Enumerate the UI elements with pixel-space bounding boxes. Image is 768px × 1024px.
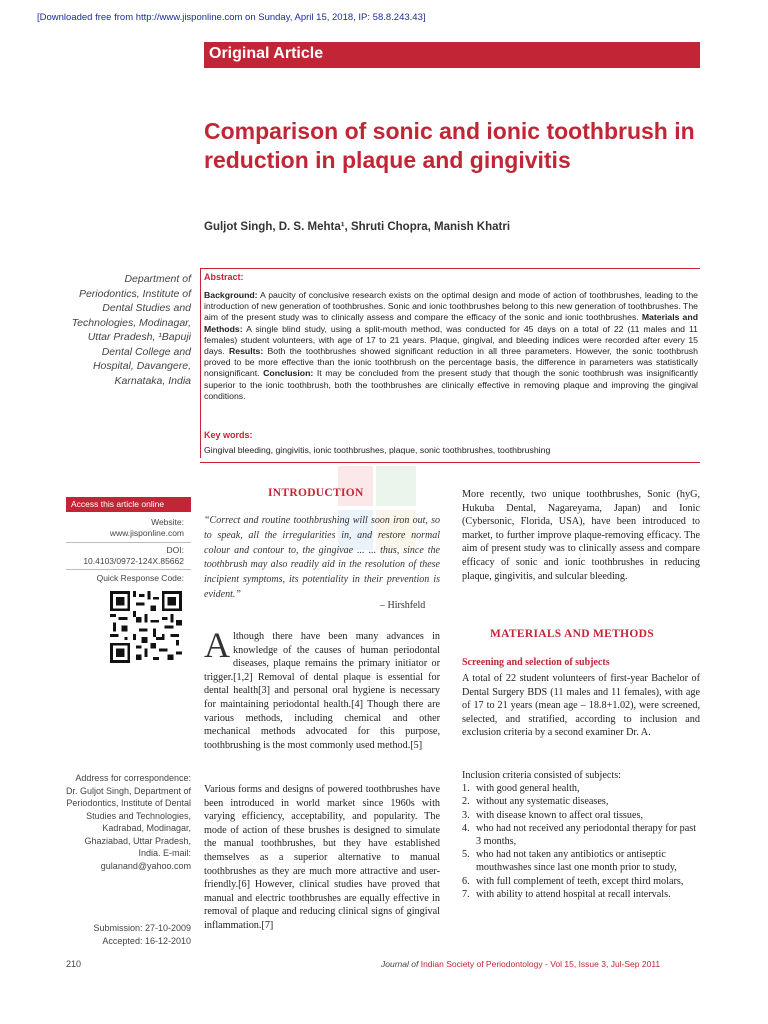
intro-paragraph-2: Various forms and designs of powered toothbrushes have been introduced in world market since 1960s with varying efficiency, acceptability, and popularity. The mode of action of these brushes is designed to simulate the manual toothbrushes, but they have established themselves as a superior alternative to manual toothbrushes as they are much more attractive and user-friendly.[6] However, clinical studies have proved that manual and electric toothbrushes are equally effective in removal of plaque and reducing clinical signs of gingival inflammation.[7] — [204, 784, 440, 931]
journal-prefix: Journal of — [381, 959, 419, 969]
quote-attribution: – Hirshfeld — [380, 600, 426, 611]
list-number: 5. — [462, 849, 470, 861]
abstract-body — [204, 290, 698, 402]
abstract-bottom-rule — [200, 462, 700, 463]
introduction-heading: INTRODUCTION — [268, 487, 364, 499]
methods-label: Materials and Methods: — [204, 312, 698, 334]
list-number: 3. — [462, 809, 470, 821]
methods-paragraph: A total of 22 student volunteers of first-year Bachelor of Dental Surgery BDS (11 males and 11 females), with age of 17 to 21 years (mean age – 18.8+1.02), were screened, selected, and stratified, according to inclusion and exclusion criteria by a second examiner Dr. A. — [462, 673, 700, 739]
journal-issue: - Vol 15, Issue 3, Jul-Sep 2011 — [545, 959, 661, 969]
methods-heading: MATERIALS AND METHODS — [490, 628, 654, 640]
correspondence: Address for correspondence: Dr. Guljot Singh, Department of Periodontics, Institute of Dental Studies and Technologies, Kadrabad, Modinagar, Ghaziabad, Uttar Pradesh, India. E-mail: gulanand@yahoo.com — [65, 773, 191, 871]
access-heading: Access this article online — [66, 497, 191, 512]
access-divider — [66, 569, 191, 570]
list-item — [462, 848, 700, 874]
website-block — [66, 517, 184, 539]
list-intro: Inclusion criteria consisted of subjects: — [462, 770, 621, 781]
list-number: 2. — [462, 796, 470, 808]
abstract-heading: Abstract: — [204, 272, 244, 282]
doi-block — [66, 545, 184, 567]
download-note: [Downloaded free from http://www.jisponline.com on Sunday, April 15, 2018, IP: 58.8.243.43] — [37, 12, 426, 23]
list-item — [462, 782, 700, 795]
list-text: with full complement of teeth, except third molars, — [476, 875, 684, 887]
results-label: Results: — [228, 346, 264, 357]
list-item — [462, 822, 700, 848]
dropcap: A — [204, 625, 230, 665]
journal-name: Indian Society of Periodontology — [420, 959, 543, 969]
list-text: with good general health, — [476, 783, 580, 795]
website-link[interactable]: www.jisponline.com — [109, 528, 184, 538]
page-number: 210 — [66, 959, 82, 969]
intro-paragraph-3: More recently, two unique toothbrushes, Sonic (hyG, Hukuba Dental, Nagareyama, Japan) and Ionic (Cybersonic, Florida, USA), have been introduced to market, to further improve plaque-removing efficacy. The aim of present study was to clinically assess and compare efficacy of sonic and ionic toothbrushes in reducing plaque, gingivitis, and sulcular bleeding. — [462, 489, 700, 582]
list-item — [462, 795, 700, 808]
authors: Guljot Singh, D. S. Mehta¹, Shruti Chopra, Manish Khatri — [204, 221, 511, 233]
background-label: Background: — [204, 290, 258, 300]
list-text: without any systematic diseases, — [476, 796, 609, 808]
conclusion-label: Conclusion: — [263, 368, 314, 379]
methods-subheading: Screening and selection of subjects — [462, 657, 610, 668]
website-label: Website: — [151, 517, 184, 527]
dates — [64, 922, 191, 948]
affiliation: Department of Periodontics, Institute of Dental Studies and Technologies, Modinagar, Uttar Pradesh, ¹Bapuji Dental College and Hospital, Davangere, Karnataka, India — [71, 273, 191, 387]
list-text: who had not taken any antibiotics or antiseptic mouthwashes since last one month prior to study, — [476, 849, 677, 874]
abstract-top-rule — [200, 268, 700, 269]
list-item — [462, 888, 700, 901]
list-number: 1. — [462, 783, 470, 795]
intro-paragraph-1 — [204, 625, 440, 752]
qr-code-icon — [110, 591, 182, 663]
list-text: with ability to attend hospital at recall intervals. — [476, 888, 671, 900]
methods-text: A single blind study, using a split-mouth method, was conducted for 45 days on a total of 22 (11 males and 11 females) student volunteers, with age of 17 to 21 years. Plaque, gingival, and bleeding indices were recorded after every 15 days. — [204, 323, 698, 357]
journal-footer — [381, 959, 660, 969]
accepted-date: Accepted: 16-12-2010 — [102, 936, 191, 946]
doi-value[interactable]: 10.4103/0972-124X.85662 — [83, 556, 184, 566]
list-item — [462, 809, 700, 822]
conclusion-text: It may be concluded from the present study that though the sonic toothbrush was insignificantly superior to the ionic toothbrush, both the toothbrushes are clinically effective in removing plaque and improving the gingival conditions. — [204, 368, 698, 401]
qr-label: Quick Response Code: — [96, 573, 184, 583]
list-number: 6. — [462, 875, 470, 887]
intro-paragraph-1-text: lthough there have been many advances in knowledge of the causes of human periodontal diseases, plaque remains the primary initiator or trigger.[1,2] Removal of dental plaque is essential for dental health[3] and personal oral hygiene is necessary for maintaining periodontal health.[4] Though there are various methods, including chemical and other mechanical methods advocated for this purpose, toothbrushing is the most commonly used method.[5] — [204, 631, 440, 751]
article-title: Comparison of sonic and ionic toothbrush in reduction in plaque and gingivitis — [204, 118, 695, 173]
doi-label: DOI: — [166, 545, 184, 555]
abstract-left-rule — [200, 268, 201, 458]
background-text: A paucity of conclusive research exists on the optimal design and mode of action of toothbrushes, leading to the introduction of new generation of toothbrushes. Sonic and ionic toothbrushes belong to this new generation of toothbrushes. The aim of the present study was to clinically assess and compare the efficacy of the sonic and ionic toothbrushes. — [204, 290, 699, 323]
epigraph-quote: “Correct and routine toothbrushing will soon iron out, so to speak, all the irregularities in, and restore normal colour and contour to, the gingivae ... ... thus, since the toothbrush may also readily aid in the resolution of these incipient symptoms, its potentiality in their prevention is evident.” — [204, 515, 440, 600]
list-number: 4. — [462, 822, 470, 834]
results-text: Both the toothbrushes showed significant reduction in all three parameters. However, the sonic toothbrush proved to be more effective than the ionic toothbrush on the percentage basis, the difference in parameters was statistically nonsignificant. — [204, 346, 698, 379]
section-label: Original Article — [209, 45, 324, 62]
list-item — [462, 875, 700, 888]
list-number: 7. — [462, 888, 470, 900]
access-divider — [66, 542, 191, 543]
inclusion-criteria — [462, 769, 700, 901]
list-text: who had not received any periodontal therapy for past 3 months, — [476, 822, 697, 848]
keywords-heading: Key words: — [204, 430, 253, 440]
list-text: with disease known to affect oral tissues, — [476, 809, 644, 821]
submission-date: Submission: 27-10-2009 — [93, 923, 191, 933]
keywords: Gingival bleeding, gingivitis, ionic toothbrushes, plaque, sonic toothbrushes, toothbrushing — [204, 445, 551, 455]
